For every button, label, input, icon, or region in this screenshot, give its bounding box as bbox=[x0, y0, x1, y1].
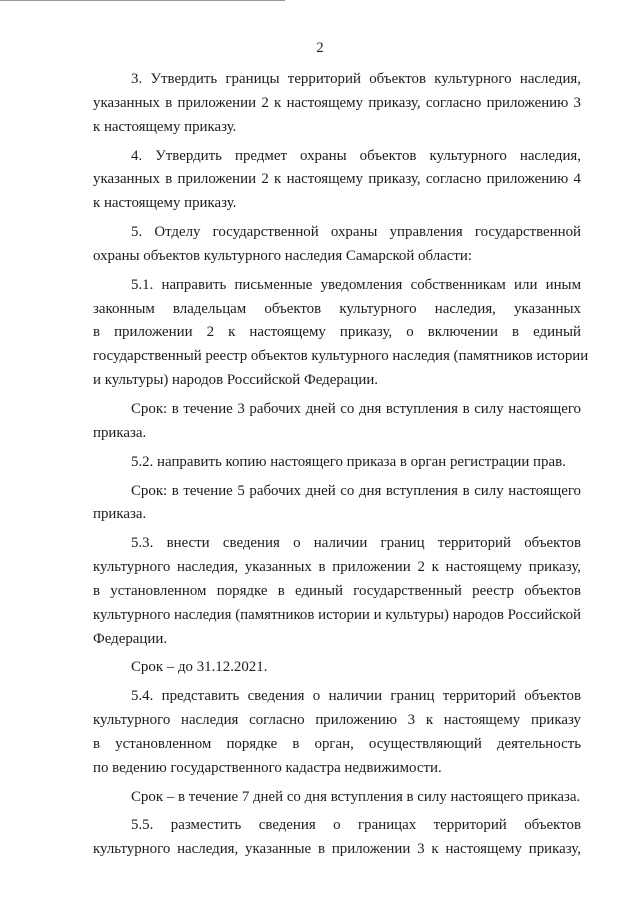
paragraph-item-5-1 bbox=[93, 274, 589, 393]
text-line: 5.3. внести сведения о наличии границ территорий объектов bbox=[131, 535, 581, 552]
text-line: 5. Отделу государственной охраны управления государственной bbox=[131, 224, 581, 241]
paragraph-item-4 bbox=[93, 145, 581, 217]
text-line: указанных в приложении 2 к настоящему приказу, согласно приложению 3 bbox=[93, 94, 581, 111]
text-line: культурного наследия (памятников истории и культуры) народов Российской bbox=[93, 606, 581, 623]
text-line: в приложении 2 к настоящему приказу, о включении в единый bbox=[93, 324, 581, 341]
text-line: культурного наследия, указанные в приложении 3 к настоящему приказу, bbox=[93, 841, 581, 858]
text-line: приказа. bbox=[93, 424, 147, 441]
text-line: 5.5. разместить сведения о границах территорий объектов bbox=[131, 817, 581, 834]
text-line: по ведению государственного кадастра недвижимости. bbox=[93, 759, 442, 776]
text-line: культурного наследия согласно приложению 3 к настоящему приказу bbox=[93, 712, 581, 729]
text-line: культурного наследия, указанных в приложении 2 к настоящему приказу, bbox=[93, 559, 581, 576]
document-body bbox=[93, 68, 589, 862]
paragraph-item-5-3 bbox=[93, 532, 581, 651]
paragraph-item-5-2 bbox=[93, 451, 581, 475]
text-line: Федерации. bbox=[93, 630, 168, 647]
text-line: Срок: в течение 5 рабочих дней со дня вступления в силу настоящего bbox=[131, 482, 581, 499]
text-line: 5.1. направить письменные уведомления собственникам или иным bbox=[131, 276, 581, 293]
text-line: 5.2. направить копию настоящего приказа в орган регистрации прав. bbox=[131, 453, 566, 470]
deadline-5-3 bbox=[93, 656, 581, 680]
text-line: государственный реестр объектов культурного наследия (памятников истории bbox=[93, 348, 589, 365]
paragraph-item-5 bbox=[93, 221, 581, 269]
paragraph-item-5-5 bbox=[93, 814, 581, 862]
paragraph-item-5-4 bbox=[93, 685, 581, 780]
paragraph-item-3 bbox=[93, 68, 581, 140]
deadline-5-4 bbox=[93, 786, 581, 810]
text-line: в установленном порядке в орган, осуществляющий деятельность bbox=[93, 735, 581, 752]
deadline-5-1 bbox=[93, 398, 581, 446]
text-line: к настоящему приказу. bbox=[93, 118, 237, 135]
text-line: в установленном порядке в единый государственный реестр объектов bbox=[93, 582, 581, 599]
text-line: законным владельцам объектов культурного наследия, указанных bbox=[93, 300, 581, 317]
text-line: 4. Утвердить предмет охраны объектов культурного наследия, bbox=[131, 147, 581, 164]
text-line: приказа. bbox=[93, 506, 147, 523]
text-line: 5.4. представить сведения о наличии границ территорий объектов bbox=[131, 688, 581, 705]
deadline-5-2 bbox=[93, 480, 581, 528]
text-line: и культуры) народов Российской Федерации. bbox=[93, 372, 379, 389]
text-line: указанных в приложении 2 к настоящему приказу, согласно приложению 4 bbox=[93, 171, 581, 188]
text-line: к настоящему приказу. bbox=[93, 195, 237, 212]
text-line: 3. Утвердить границы территорий объектов культурного наследия, bbox=[131, 71, 581, 87]
text-line: Срок – до 31.12.2021. bbox=[131, 659, 268, 676]
page-number: 2 bbox=[316, 40, 324, 56]
top-scan-rule bbox=[0, 0, 285, 1]
text-line: Срок: в течение 3 рабочих дней со дня вступления в силу настоящего bbox=[131, 400, 581, 417]
text-line: Срок – в течение 7 дней со дня вступления в силу настоящего приказа. bbox=[131, 788, 581, 805]
text-line: охраны объектов культурного наследия Самарской области: bbox=[93, 247, 472, 264]
